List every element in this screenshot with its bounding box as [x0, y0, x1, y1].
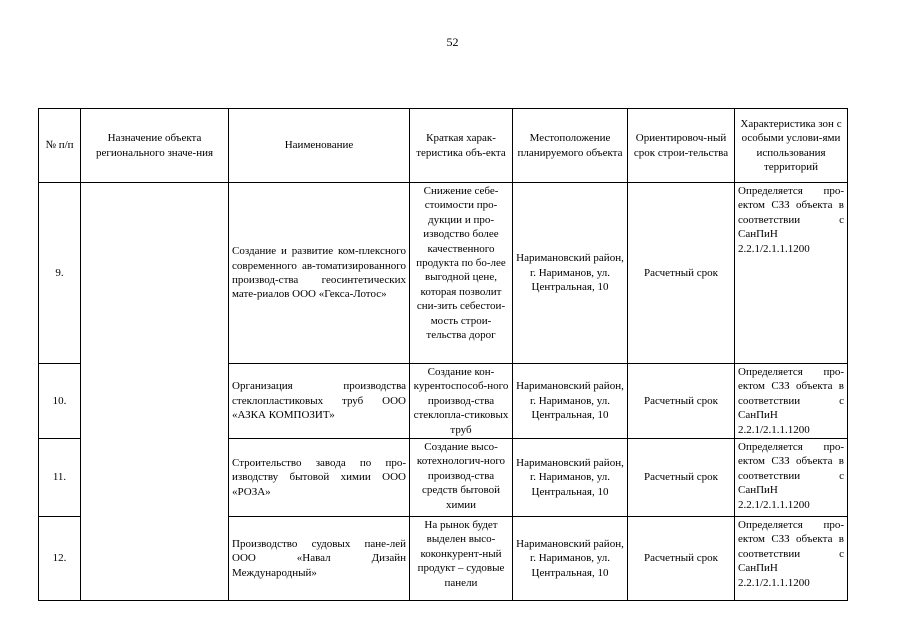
row-brief: На рынок будет выделен высо-коконкурент-ный продукт – судовые панели — [410, 517, 513, 601]
row-term: Расчетный срок — [628, 517, 735, 601]
header-location: Местоположение планируемого объекта — [513, 109, 628, 183]
page-number: 52 — [446, 35, 459, 49]
header-name: Наименование — [229, 109, 410, 183]
row-term: Расчетный срок — [628, 364, 735, 439]
header-brief: Краткая харак-теристика объ-екта — [410, 109, 513, 183]
row-location: Наримановский район, г. Нариманов, ул. Центральная, 10 — [513, 439, 628, 517]
row-number: 10. — [39, 364, 81, 439]
row-zone: Определяется про-ектом СЗЗ объекта в соответствии с СанПиН 2.2.1/2.1.1.1200 — [735, 517, 848, 601]
header-purpose: Назначение объекта регионального значе-ния — [81, 109, 229, 183]
row-zone: Определяется про-ектом СЗЗ объекта в соответствии с СанПиН 2.2.1/2.1.1.1200 — [735, 439, 848, 517]
row-zone: Определяется про-ектом СЗЗ объекта в соответствии с СанПиН 2.2.1/2.1.1.1200 — [735, 183, 848, 364]
row-name: Строительство завода по про-изводству бытовой химии ООО «РОЗА» — [229, 439, 410, 517]
row-name: Организация производства стеклопластиковых труб ООО «АЗКА КОМПОЗИТ» — [229, 364, 410, 439]
row-name: Создание и развитие ком-плексного современного ав-томатизированного производ-ства геосинтетических мате-риалов ООО «Гекса-Лотос» — [229, 183, 410, 364]
row-term: Расчетный срок — [628, 183, 735, 364]
row-location: Наримановский район, г. Нариманов, ул. Центральная, 10 — [513, 364, 628, 439]
header-term: Ориентировоч-ный срок строи-тельства — [628, 109, 735, 183]
header-row — [39, 109, 848, 183]
row-location: Наримановский район, г. Нариманов, ул. Центральная, 10 — [513, 183, 628, 364]
row-zone: Определяется про-ектом СЗЗ объекта в соответствии с СанПиН 2.2.1/2.1.1.1200 — [735, 364, 848, 439]
row-number: 12. — [39, 517, 81, 601]
row-purpose — [81, 183, 229, 601]
row-number: 11. — [39, 439, 81, 517]
row-location: Наримановский район, г. Нариманов, ул. Центральная, 10 — [513, 517, 628, 601]
row-brief: Создание высо-котехнологич-ного производ-ства средств бытовой химии — [410, 439, 513, 517]
header-number: № п/п — [39, 109, 81, 183]
row-name: Производство судовых пане-лей ООО «Навал Дизайн Международный» — [229, 517, 410, 601]
table-row — [39, 183, 848, 364]
row-term: Расчетный срок — [628, 439, 735, 517]
objects-table — [38, 108, 848, 601]
header-zone: Характеристика зон с особыми услови-ями использования территорий — [735, 109, 848, 183]
row-brief: Снижение себе-стоимости про-дукции и про-изводство более качественного продукта по бо-лее выгодной цене, которая позволит сни-зить себестои-мость строи-тельства дорог — [410, 183, 513, 364]
row-brief: Создание кон-курентоспособ-ного производ-ства стеклопла-стиковых труб — [410, 364, 513, 439]
row-number: 9. — [39, 183, 81, 364]
